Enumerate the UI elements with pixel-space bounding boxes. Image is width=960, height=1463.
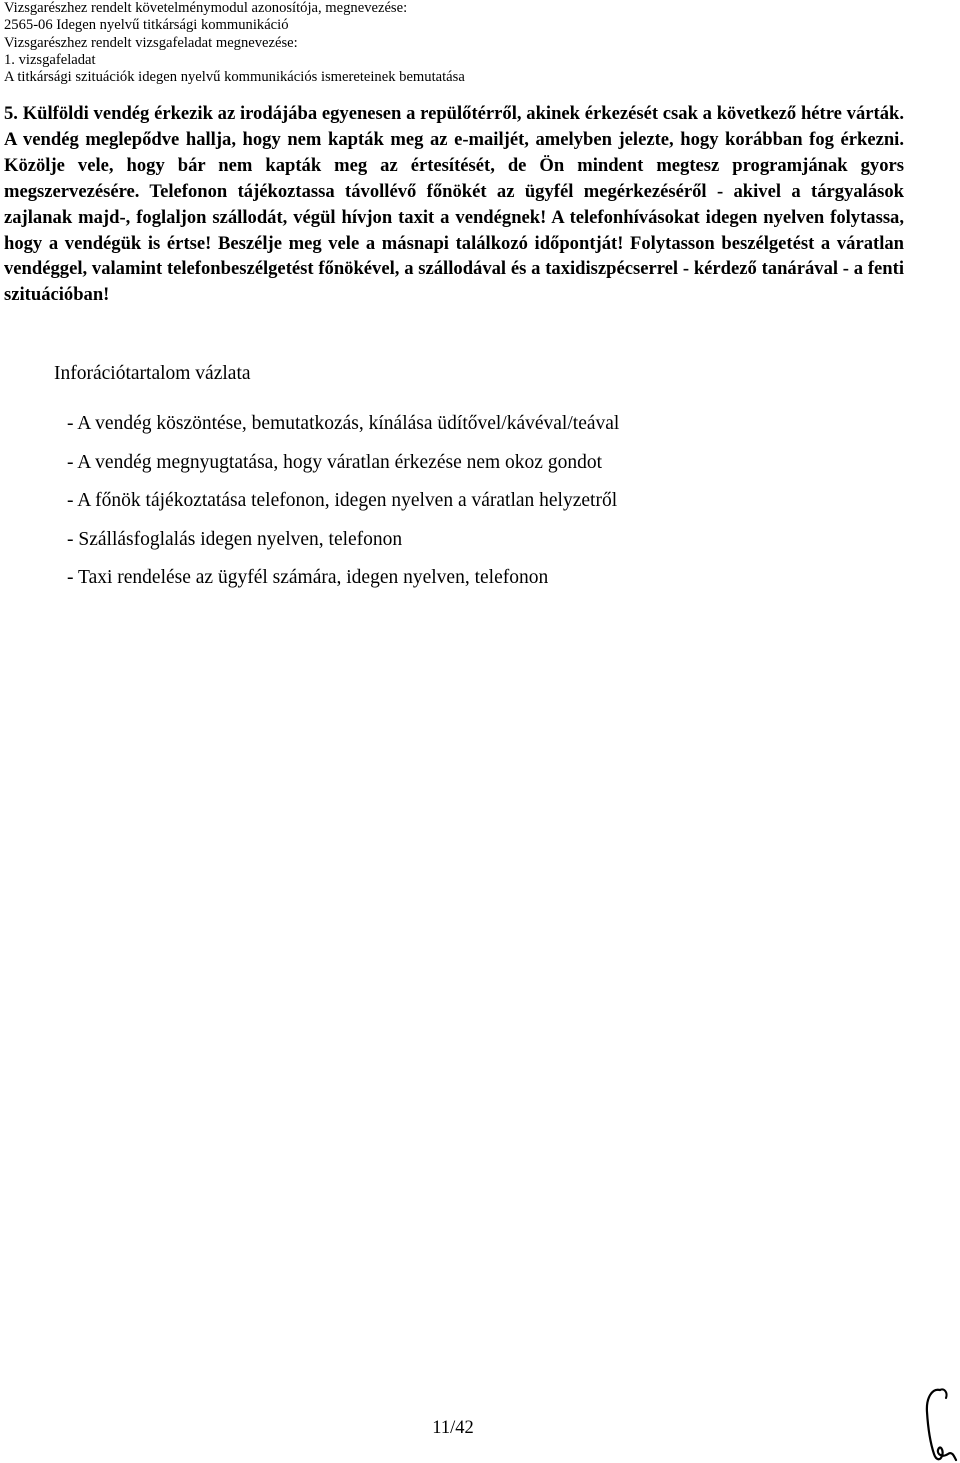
header-module-label: Vizsgarészhez rendelt követelménymodul azonosítója, megnevezése: [4, 0, 408, 16]
header-task-label: Vizsgarészhez rendelt vizsgafeladat megnevezése: [4, 34, 298, 51]
page-number: 11/42 [432, 1418, 474, 1438]
outline-item: - Taxi rendelése az ügyfél számára, idegen nyelven, telefonon [67, 567, 549, 589]
signature-mark [918, 1384, 960, 1463]
header-module-name: 2565-06 Idegen nyelvű titkársági kommunikáció [4, 17, 289, 34]
outline-item: - A vendég köszöntése, bemutatkozás, kínálása üdítővel/kávéval/teával [67, 413, 620, 434]
document-header [4, 0, 944, 86]
outline-list [67, 411, 619, 604]
outline-item: - Szállásfoglalás idegen nyelven, telefonon [67, 528, 403, 550]
outline-item: - A főnök tájékoztatása telefonon, idegen nyelven a váratlan helyzetről [67, 490, 618, 512]
outline-item: - A vendég megnyugtatása, hogy váratlan érkezése nem okoz gondot [67, 451, 602, 473]
header-task-number: 1. vizsgafeladat [4, 51, 96, 68]
task-description: 5. Külföldi vendég érkezik az irodájába egyenesen a repülőtérről, akinek érkezését csak a következő hétre várták. A vendég meglepődve hallja, hogy nem kapták meg az e-mailjét, amelyben jelezte, hogy korábban fog érkezni. Közölje vele, hogy bár nem kapták meg az értesítését, de Ön mindent megtesz programjának gyors megszervezésére. Telefonon tájékoztassa távollévő főnökét az ügyfél megérkezéséről - akivel a tárgyalások zajlanak majd-, foglaljon szállodát, végül hívjon taxit a vendégnek! A telefonhívásokat idegen nyelven folytassa, hogy a vendégük is értse! Beszélje meg vele a másnapi találkozó időpontját! Folytasson beszélgetést a váratlan vendéggel, valamint telefonbeszélgetést főnökével, a szállodával és a taxidiszpécserrel - kérdező tanárával - a fenti szituációban! [4, 103, 904, 306]
header-task-name: A titkársági szituációk idegen nyelvű kommunikációs ismereteinek bemutatása [4, 69, 465, 86]
outline-title: Inforációtartalom vázlata [54, 363, 251, 384]
